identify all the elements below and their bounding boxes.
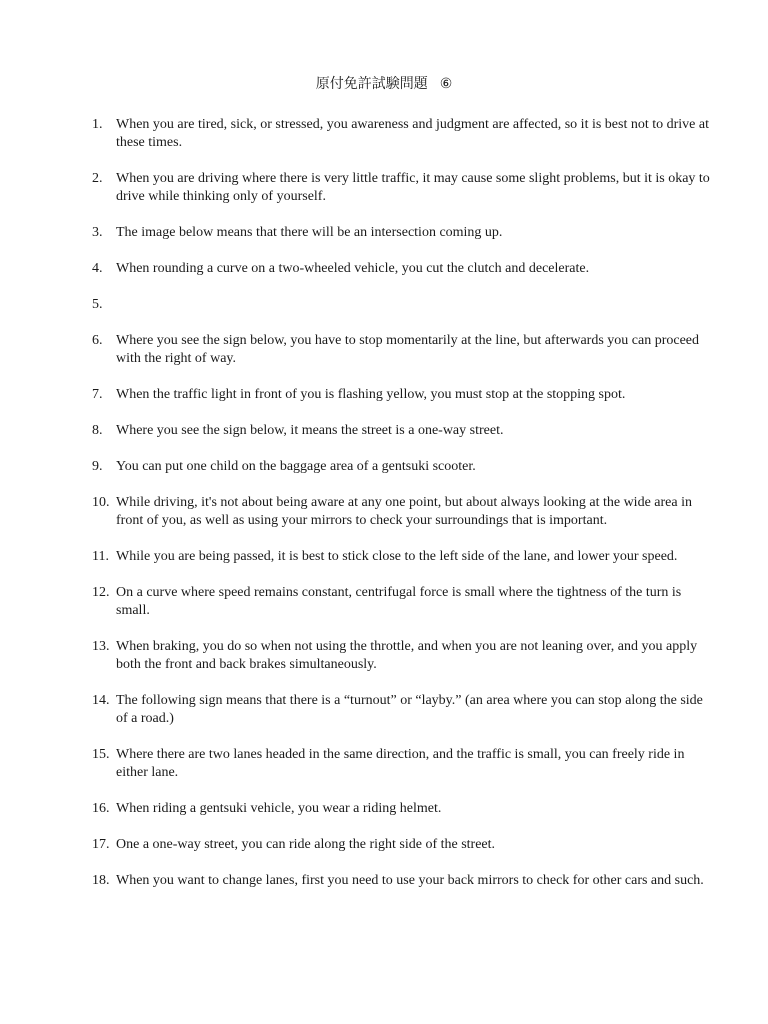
question-text: Where there are two lanes headed in the same direction, and the traffic is small, you can freely ride in either lane. xyxy=(116,747,685,780)
document-title xyxy=(0,76,768,94)
question-number: 17. xyxy=(92,837,110,852)
question-item xyxy=(92,548,712,566)
question-item xyxy=(92,422,712,440)
question-text: While you are being passed, it is best to stick close to the left side of the lane, and lower your speed. xyxy=(116,549,678,564)
question-text: Where you see the sign below, it means the street is a one-way street. xyxy=(116,423,504,438)
question-number: 9. xyxy=(92,459,103,474)
title-number-mark: ⑥ xyxy=(439,77,453,92)
question-text: When rounding a curve on a two-wheeled vehicle, you cut the clutch and decelerate. xyxy=(116,261,590,276)
question-number: 1. xyxy=(92,117,103,132)
question-item xyxy=(92,584,712,620)
question-item xyxy=(92,692,712,728)
question-number: 18. xyxy=(92,873,110,888)
question-item xyxy=(92,386,712,404)
question-text: When you are tired, sick, or stressed, you awareness and judgment are affected, so it is best not to drive at these times. xyxy=(116,117,710,150)
question-number: 11. xyxy=(92,549,109,564)
question-number: 8. xyxy=(92,423,103,438)
question-number: 14. xyxy=(92,693,110,708)
question-item xyxy=(92,872,712,890)
question-item xyxy=(92,800,712,818)
question-list xyxy=(92,116,712,908)
question-text: When riding a gentsuki vehicle, you wear a riding helmet. xyxy=(116,801,442,816)
question-number: 15. xyxy=(92,747,110,762)
question-text: The image below means that there will be an intersection coming up. xyxy=(116,225,503,240)
question-item xyxy=(92,170,712,206)
question-item xyxy=(92,296,712,314)
question-number: 6. xyxy=(92,333,103,348)
question-number: 7. xyxy=(92,387,103,402)
question-text: When you are driving where there is very little traffic, it may cause some slight problems, but it is okay to drive while thinking only of yourself. xyxy=(116,171,710,204)
question-number: 5. xyxy=(92,297,103,312)
question-item xyxy=(92,260,712,278)
question-text: You can put one child on the baggage area of a gentsuki scooter. xyxy=(116,459,476,474)
question-item xyxy=(92,836,712,854)
question-item xyxy=(92,638,712,674)
question-text: One a one-way street, you can ride along the right side of the street. xyxy=(116,837,496,852)
question-number: 16. xyxy=(92,801,110,816)
question-item xyxy=(92,332,712,368)
question-text: Where you see the sign below, you have to stop momentarily at the line, but afterwards you can proceed with the right of way. xyxy=(116,333,700,366)
question-text: On a curve where speed remains constant, centrifugal force is small where the tightness of the turn is small. xyxy=(116,585,682,618)
question-number: 2. xyxy=(92,171,103,186)
question-text: When the traffic light in front of you is flashing yellow, you must stop at the stopping spot. xyxy=(116,387,626,402)
question-number: 13. xyxy=(92,639,110,654)
question-text: When you want to change lanes, first you need to use your back mirrors to check for other cars and such. xyxy=(116,873,704,888)
question-item xyxy=(92,494,712,530)
question-text: While driving, it's not about being aware at any one point, but about always looking at the wide area in front of you, as well as using your mirrors to check your surroundings that is important. xyxy=(116,495,692,528)
question-item xyxy=(92,458,712,476)
question-item xyxy=(92,116,712,152)
question-item xyxy=(92,224,712,242)
question-text xyxy=(116,296,712,314)
question-number: 4. xyxy=(92,261,103,276)
question-text: When braking, you do so when not using the throttle, and when you are not leaning over, and you apply both the front and back brakes simultaneously. xyxy=(116,639,698,672)
question-number: 12. xyxy=(92,585,110,600)
question-number: 10. xyxy=(92,495,110,510)
question-item xyxy=(92,746,712,782)
title-text: 原付免許試験問題 xyxy=(315,77,428,92)
question-text: The following sign means that there is a “turnout” or “layby.” (an area where you can stop along the side of a road.) xyxy=(116,693,703,726)
question-number: 3. xyxy=(92,225,103,240)
